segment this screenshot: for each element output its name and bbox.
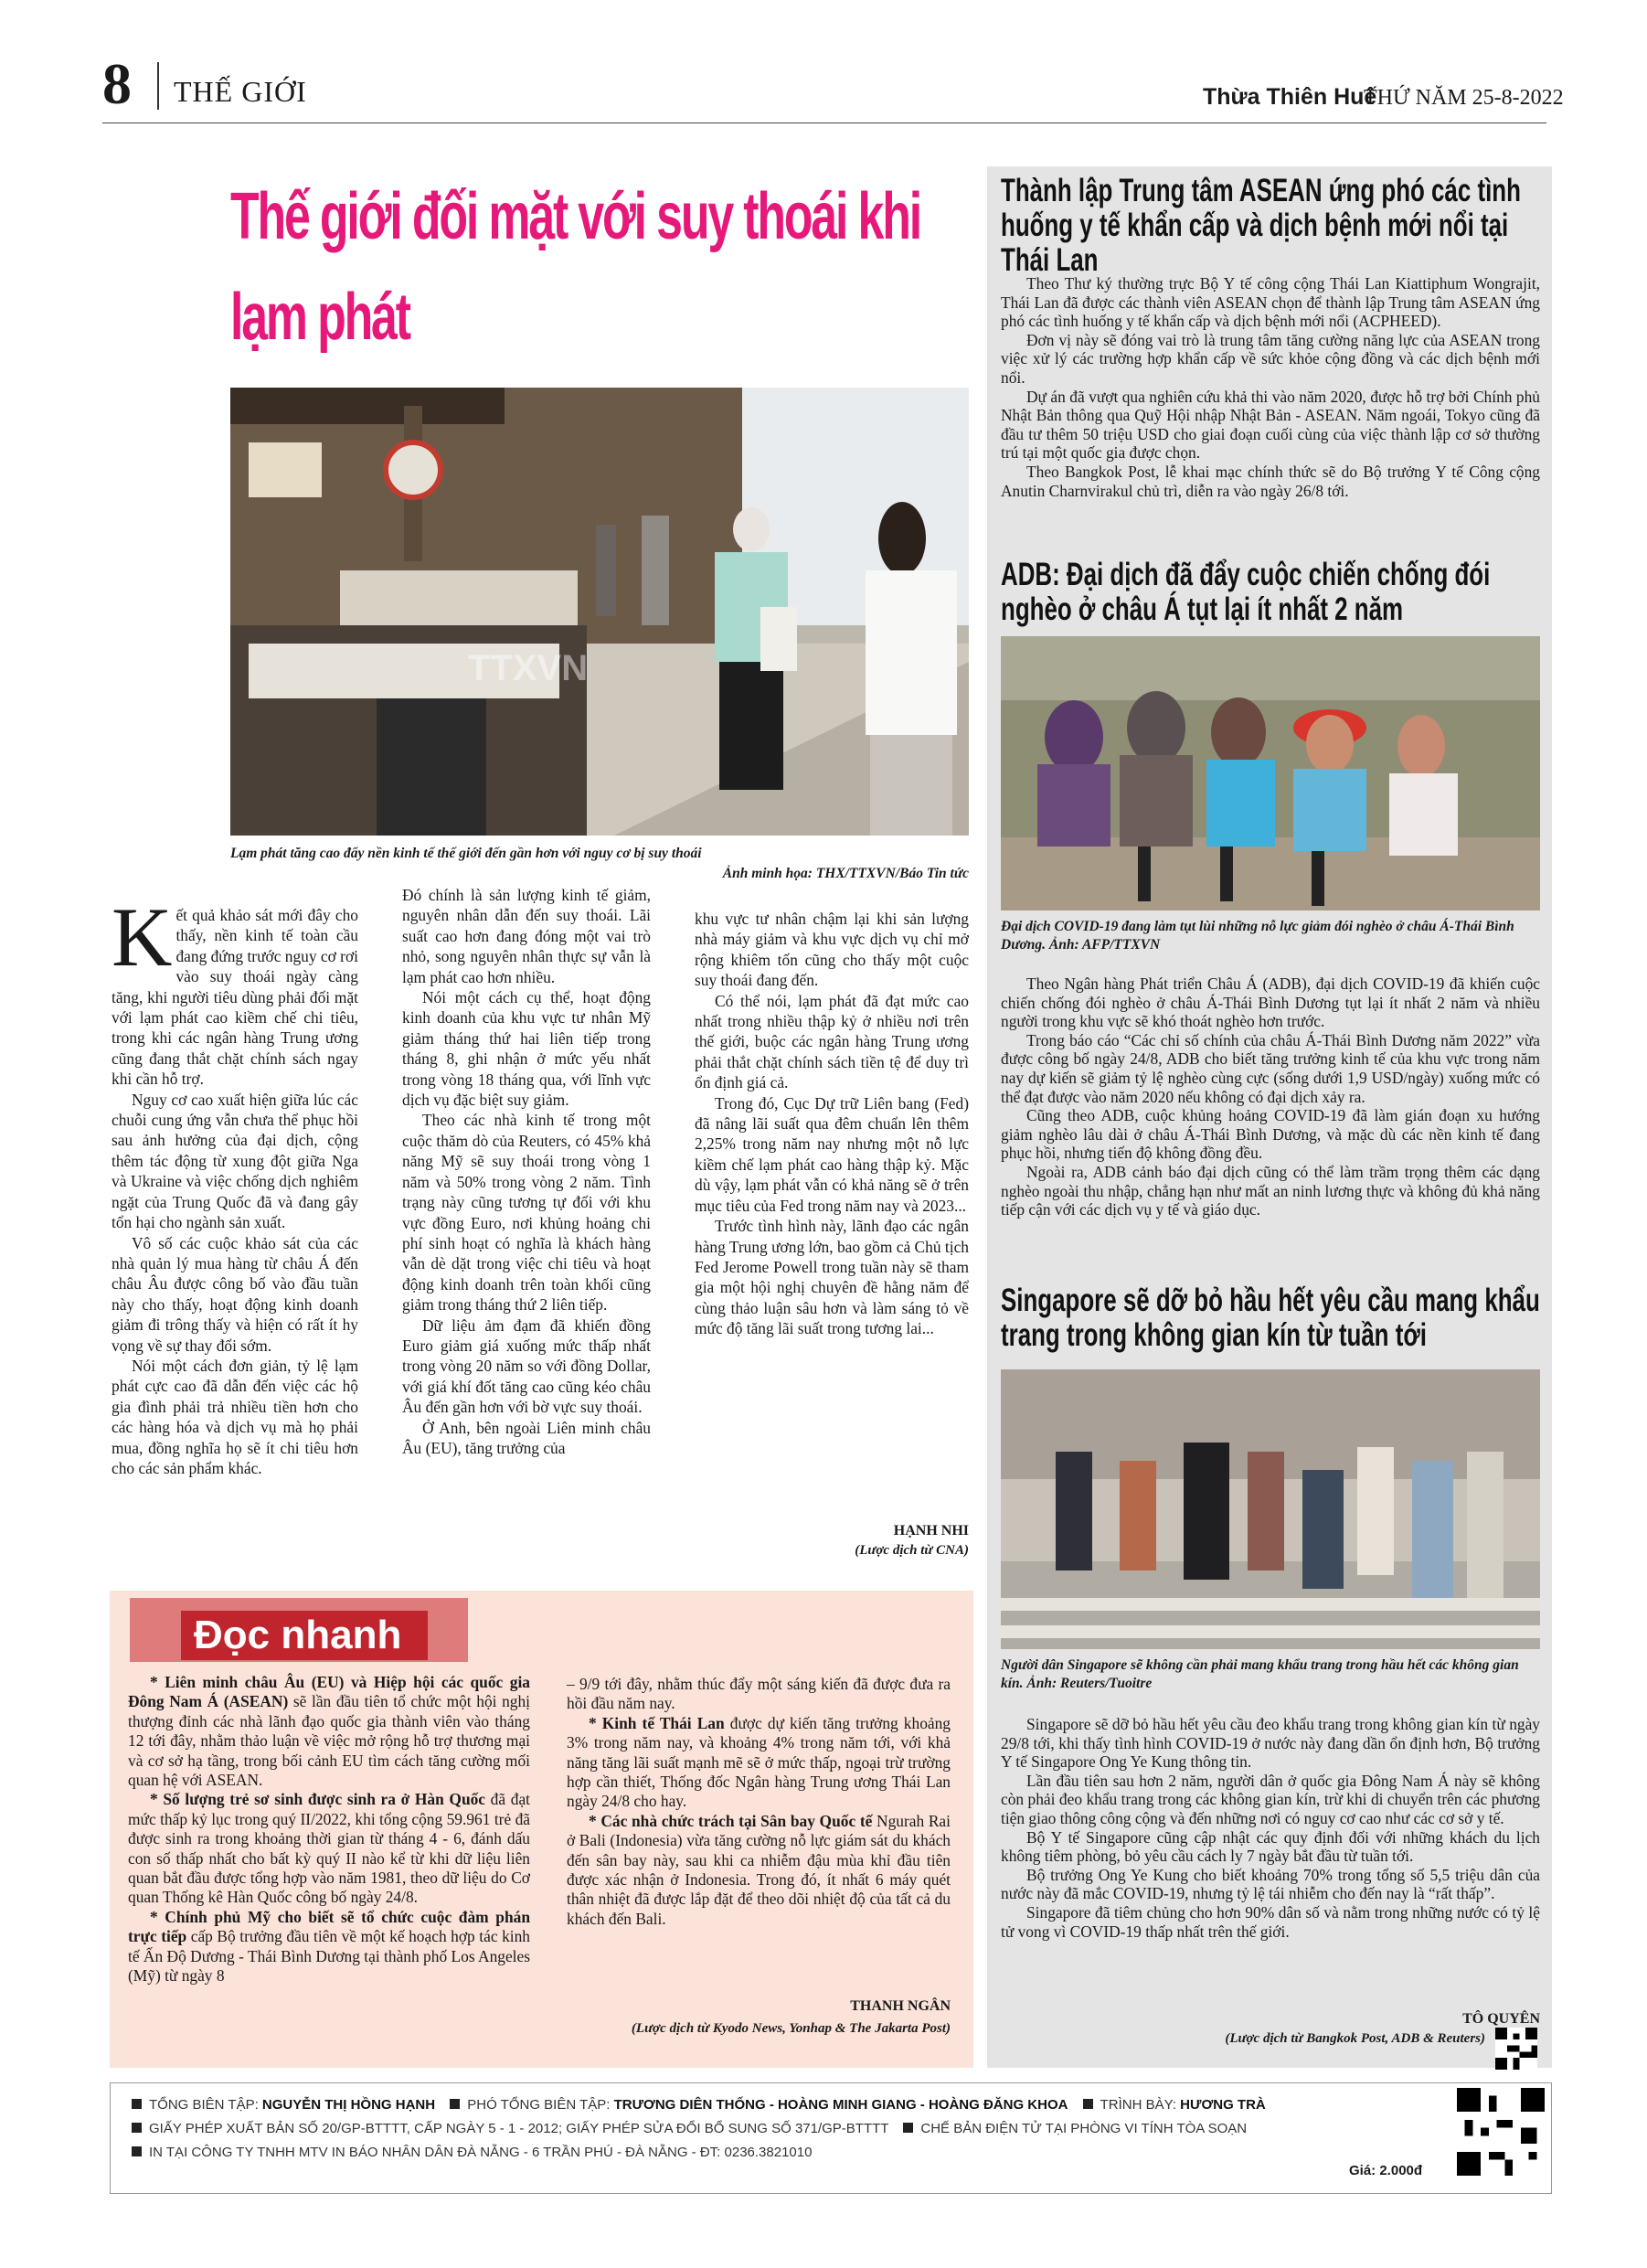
singapore-photo-caption: Người dân Singapore sẽ không cần phải mang khẩu trang trong hầu hết các không gian kín. Ảnh: Reuters/Tuoitre — [1001, 1657, 1519, 1691]
article-column-1 — [112, 890, 358, 1478]
article-paragraph: Cũng theo ADB, cuộc khủng hoảng COVID-19 đã làm gián đoạn xu hướng giảm nghèo lâu dài ở châu Á-Thái Bình Dương, và mặc dù các nền kinh tế đang phục hồi, nhưng tiến độ không đồng đều. — [1001, 1106, 1540, 1163]
article-paragraph: Lần đầu tiên sau hơn 2 năm, người dân ở quốc gia Đông Nam Á này sẽ không còn phải đeo khẩu trang trong các không gian kín, trừ khi di chuyển trên các phương tiện giao thông công cộng và đến những nơi có nguy cơ cao như các cơ sở y tế. — [1001, 1771, 1540, 1827]
bullet-square-icon — [903, 2123, 913, 2133]
header-rule — [102, 122, 1546, 123]
article-paragraph: Bộ Y tế Singapore cũng cập nhật các quy định đối với những khách du lịch không tiêm phòng, bỏ yêu cầu cách ly 7 ngày bắt đầu từ tuần tới. — [1001, 1827, 1540, 1866]
article-paragraph: Theo Thư ký thường trực Bộ Y tế công cộng Thái Lan Kiattiphum Wongrajit, Thái Lan đã được các thành viên ASEAN chọn để thành lập Trung tâm ASEAN ứng phó các tình huống y tế khẩn cấp và dịch bệnh mới nổi (ACPHEED). — [1001, 274, 1540, 331]
quick-read-item: – 9/9 tới đây, nhằm thúc đẩy một sáng kiến đã được đưa ra hồi đầu năm nay. — [567, 1675, 951, 1713]
quick-read-column-2 — [567, 1675, 951, 1929]
quick-read-byline: THANH NGÂN — [850, 1998, 951, 2014]
footer-qr-code-icon[interactable] — [1457, 2088, 1545, 2176]
quick-read-item: * Các nhà chức trách tại Sân bay Quốc tế Ngurah Rai ở Bali (Indonesia) vừa tăng cường nỗ lực giám sát du khách đến sân bay này, sau khi ca nhiễm đậu mùa khỉ đầu tiên được xác nhận ở Indonesia. Trong đó, ít nhất 6 máy quét thân nhiệt đã được lắp đặt để theo dõi nhiệt độ của tất cả du khách đến Bali. — [567, 1811, 951, 1928]
article-paragraph: Nguy cơ cao xuất hiện giữa lúc các chuỗi cung ứng vẫn chưa thể phục hồi sau ảnh hưởng của đại dịch, cộng thêm tác động từ xung đột giữa Nga và Ukraine và việc chống dịch nghiêm ngặt của Trung Quốc đã và đang gây tổn hại cho ngành sản xuất. — [112, 1090, 358, 1232]
bullet-square-icon — [132, 2123, 142, 2133]
quick-read-item: * Liên minh châu Âu (EU) và Hiệp hội các quốc gia Đông Nam Á (ASEAN) sẽ lần đầu tiên tổ chức một hội nghị thượng đỉnh các nhà lãnh đạo quốc gia thành viên vào tháng 12 tới đây, nhằm thảo luận về việc mở rộng hỗ trợ thương mại và cơ sở hạ tầng, trong bối cảnh EU tìm cách tăng cường mối quan hệ với ASEAN. — [128, 1673, 531, 1790]
article-paragraph: Singapore đã tiêm chủng cho hơn 90% dân số và nằm trong những nước có tỷ lệ tử vong vì COVID-19 thấp nhất trên thế giới. — [1001, 1902, 1540, 1941]
photo-watermark: TTXVN — [468, 648, 589, 688]
adb-article-photo — [1001, 636, 1540, 910]
article-paragraph: Theo các nhà kinh tế trong một cuộc thăm dò của Reuters, có 45% khả năng Mỹ sẽ suy thoái trong vòng 1 năm và 50% trong vòng 2 năm. Tình trạng này cũng tương tự đối với khu vực đồng Euro, nơi khủng hoảng chi phí sinh hoạt có nghĩa là khách hàng vẫn dè dặt trong việc chi tiêu và hoạt động kinh doanh trên toàn khối cũng giảm trong tháng thứ 2 liên tiếp. — [402, 1111, 651, 1315]
headline-line-1: Thế giới đối mặt với suy thoái khi lạm phát — [230, 180, 920, 354]
sidebar-headline-asean: Thành lập Trung tâm ASEAN ứng phó các tình huống y tế khẩn cấp và dịch bệnh mới nổi tại Thái Lan — [1001, 173, 1521, 278]
article-paragraph: Trong báo cáo “Các chỉ số chính của châu Á-Thái Bình Dương năm 2022” vừa được công bố ngày 24/8, ADB cho biết tăng trưởng kinh tế của khu vực trong năm nay dự kiến sẽ giảm tỷ lệ nghèo cùng cực (sống dưới 1,9 USD/ngày) xuống mức có thể đạt được vào năm 2020 nếu không có đại dịch xảy ra. — [1001, 1030, 1540, 1106]
section-title: THẾ GIỚI — [174, 75, 307, 108]
article-paragraph: Trong đó, Cục Dự trữ Liên bang (Fed) đã nâng lãi suất qua đêm chuẩn lên thêm 2,25% trong năm nay nhưng một nỗ lực kiềm chế lạm phát cao hàng thập kỷ. Mặc dù vậy, lạm phát vẫn có khả năng sẽ ở trên mục tiêu của Fed trong năm nay và 2023... — [695, 1093, 969, 1215]
article-column-2 — [402, 885, 651, 1458]
footer-staff-line: TỔNG BIÊN TẬP: NGUYỄN THỊ HỒNG HẠNH PHÓ TỔNG BIÊN TẬP: TRƯƠNG DIÊN THỐNG - HOÀNG MINH GIANG - HOÀNG ĐĂNG KHOA TRÌNH BÀY: HƯƠNG TRÀ — [121, 2093, 1266, 2117]
main-photo-credit: Ảnh minh họa: THX/TTXVN/Báo Tin tức — [722, 866, 969, 881]
bullet-square-icon — [450, 2099, 460, 2109]
article-paragraph: Nói một cách đơn giản, tỷ lệ lạm phát cực cao đã dẫn đến việc các hộ gia đình phải trả nhiều tiền hơn cho các hàng hóa và dịch vụ mà họ phải mua, đồng nghĩa họ sẽ ít chi tiêu hơn cho các sản phẩm khác. — [112, 1356, 358, 1477]
article-paragraph: Kết quả khảo sát mới đây cho thấy, nền kinh tế toàn cầu đang đứng trước nguy cơ rơi vào suy thoái ngày càng tăng, khi người tiêu dùng phải đối mặt với lạm phát cao kiềm chế chi tiêu, trong khi các ngân hàng Trung ương cũng đang thắt chặt chính sách ngay khi cần hỗ trợ. — [112, 890, 358, 1089]
quick-read-title: Đọc nhanh — [194, 1613, 402, 1657]
page-number: 8 — [102, 51, 132, 116]
qr-code-icon[interactable] — [1495, 2028, 1537, 2070]
quick-read-source: (Lược dịch từ Kyodo News, Yonhap & The Jakarta Post) — [631, 2021, 951, 2036]
main-article-source: (Lược dịch từ CNA) — [855, 1543, 969, 1558]
sidebar-article-asean — [1001, 274, 1540, 500]
header-divider — [157, 62, 159, 110]
article-paragraph: Ở Anh, bên ngoài Liên minh châu Âu (EU), tăng trưởng của — [402, 1418, 651, 1457]
drop-cap: K — [112, 890, 173, 984]
main-article-photo — [230, 388, 969, 836]
bullet-square-icon — [132, 2099, 142, 2109]
main-photo-caption: Lạm phát tăng cao đẩy nền kinh tế thế giới đến gần hơn với nguy cơ bị suy thoái — [230, 846, 702, 861]
publication-date: THỨ NĂM 25-8-2022 — [1364, 86, 1564, 110]
sidebar-article-singapore — [1001, 1715, 1540, 1941]
footer-license-line: GIẤY PHÉP XUẤT BẢN SỐ 20/GP-BTTTT, CẤP NGÀY 5 - 1 - 2012; GIẤY PHÉP SỬA ĐỔI BỔ SUNG SỐ 371/GP-BTTTT CHẾ BẢN ĐIỆN TỬ TẠI PHÒNG VI TÍNH TÒA SOẠN — [121, 2117, 1247, 2141]
bullet-square-icon — [132, 2146, 142, 2156]
article-paragraph: Dự án đã vượt qua nghiên cứu khả thi vào năm 2020, được hỗ trợ bởi Chính phủ Nhật Bản thông qua Quỹ Hội nhập Nhật Bản - ASEAN. Năm ngoái, Tokyo cũng đã đầu tư thêm 50 triệu USD cho giai đoạn cuối cùng của việc thành lập cơ sở thường trú tại một quốc gia được chọn. — [1001, 387, 1540, 463]
bullet-square-icon — [1083, 2099, 1093, 2109]
sidebar-headline-singapore: Singapore sẽ dỡ bỏ hầu hết yêu cầu mang khẩu trang trong không gian kín từ tuần tới — [1001, 1283, 1540, 1353]
article-paragraph: Đó chính là sản lượng kinh tế giảm, nguyên nhân dẫn đến suy thoái. Lãi suất cao hơn đang đóng một vai trò nhỏ, song nguyên nhân thực sự vẫn là lạm phát cao hơn nhiều. — [402, 886, 651, 986]
article-paragraph: Trước tình hình này, lãnh đạo các ngân hàng Trung ương lớn, bao gồm cả Chủ tịch Fed Jerome Powell trong tuần này sẽ tham gia một hội nghị chuyên đề hằng năm để cùng thảo luận sâu hơn và làm sáng tỏ về mức độ tăng lãi suất trong tương lai... — [695, 1217, 969, 1338]
article-paragraph: khu vực tư nhân chậm lại khi sản lượng nhà máy giảm và khu vực dịch vụ chỉ mở rộng khiêm tốn cũng cho thấy một cuộc suy thoái đang đến. — [695, 910, 969, 990]
adb-photo-caption: Đại dịch COVID-19 đang làm tụt lùi những nỗ lực giảm đói nghèo ở châu Á-Thái Bình Dương. Ảnh: AFP/TTXVN — [1001, 919, 1514, 953]
article-paragraph: Theo Ngân hàng Phát triển Châu Á (ADB), đại dịch COVID-19 đã khiến cuộc chiến chống đói nghèo ở châu Á-Thái Bình Dương tụt lại ít nhất 2 năm và nhiều người trong khu vực sẽ khó thoát nghèo hơn trước. — [1001, 974, 1540, 1031]
quick-read-item: * Kinh tế Thái Lan được dự kiến tăng trưởng khoảng 3% trong năm nay, và khoảng 4% trong năm tới, với khả năng tăng lãi suất mạnh mẽ sẽ ở mức thấp, ngoại trừ trường hợp cần thiết, Thống đốc Ngân hàng Trung ương Thái Lan ngày 24/8 cho hay. — [567, 1713, 951, 1811]
quick-read-item: * Chính phủ Mỹ cho biết sẽ tổ chức cuộc đàm phán trực tiếp cấp Bộ trưởng đầu tiên về một kế hoạch hợp tác kinh tế Ấn Độ Dương - Thái Bình Dương tại thành phố Los Angeles (Mỹ) từ ngày 8 — [128, 1907, 530, 1986]
newspaper-name: Thừa Thiên Huế — [1203, 84, 1377, 110]
article-paragraph: Vô số các cuộc khảo sát của các nhà quản lý mua hàng từ châu Á đến châu Âu được công bố vào đầu tuần này cho thấy, hoạt động kinh doanh giảm đi trông thấy và hiện có rất ít hy vọng về sự thay đổi sớm. — [112, 1233, 358, 1355]
article-paragraph: Đơn vị này sẽ đóng vai trò là trung tâm tăng cường năng lực của ASEAN trong việc xử lý các trường hợp khẩn cấp về sức khỏe cộng đồng và các dịch bệnh mới nổi. — [1001, 330, 1540, 387]
singapore-article-photo — [1001, 1369, 1540, 1649]
sidebar-article-adb — [1001, 974, 1540, 1219]
quick-read-item: * Số lượng trẻ sơ sinh được sinh ra ở Hàn Quốc đã đạt mức thấp kỷ lục trong quý II/2022, khi tổng cộng 59.961 trẻ đã được sinh ra trong khoảng thời gian từ tháng 4 - 6, đánh dấu con số thấp nhất cho bất kỳ quý II nào kể từ khi dữ liệu liên quan bắt đầu được tổng hợp vào năm 1981, theo dữ liệu do Cơ quan Thống kê Hàn Quốc công bố ngày 24/8. — [128, 1790, 530, 1907]
singapore-byline: TÔ QUYÊN — [1462, 2011, 1540, 2027]
article-column-3 — [695, 909, 969, 1339]
article-paragraph: Nói một cách cụ thể, hoạt động kinh doanh của khu vực tư nhân Mỹ giảm tháng thứ hai liên tiếp trong tháng 8, ghi nhận ở mức yếu nhất trong vòng 18 tháng qua, với lĩnh vực dịch vụ đặc biệt suy giảm. — [402, 988, 651, 1110]
main-article-byline: HẠNH NHI — [893, 1523, 969, 1539]
quick-read-column-1 — [128, 1673, 530, 1986]
article-paragraph: Ngoài ra, ADB cảnh báo đại dịch cũng có thể làm trầm trọng thêm các dạng nghèo ngoài thu nhập, chẳng hạn như mất an ninh lương thực và không đủ khả năng tiếp cận với các dịch vụ y tế và giáo dục. — [1001, 1162, 1540, 1219]
article-paragraph: Dữ liệu ảm đạm đã khiến đồng Euro giảm giá xuống mức thấp nhất trong vòng 20 năm so với đồng Dollar, với giá khí đốt tăng cao cũng kéo châu Âu đến gần hơn với bờ vực suy thoái. — [402, 1315, 651, 1417]
price-label: Giá: 2.000đ — [1349, 2163, 1423, 2178]
sidebar-headline-adb: ADB: Đại dịch đã đẩy cuộc chiến chống đói nghèo ở châu Á tụt lại ít nhất 2 năm — [1001, 557, 1491, 627]
article-paragraph: Có thể nói, lạm phát đã đạt mức cao nhất trong nhiều thập kỷ ở nhiều nơi trên thế giới, buộc các ngân hàng Trung ương phải thắt chặt chính sách tiền tệ để duy trì ổn định giá cả. — [695, 991, 969, 1092]
article-paragraph: Theo Bangkok Post, lễ khai mạc chính thức sẽ do Bộ trưởng Y tế Công cộng Anutin Charnvirakul chủ trì, diễn ra vào ngày 26/8 tới. — [1001, 462, 1540, 500]
footer-printer-line: IN TẠI CÔNG TY TNHH MTV IN BÁO NHÂN DÂN ĐÀ NẴNG - 6 TRẦN PHÚ - ĐÀ NẴNG - ĐT: 0236.3821010 — [121, 2141, 812, 2165]
article-paragraph: Bộ trưởng Ong Ye Kung cho biết khoảng 70% trong tổng số 5,5 triệu dân của nước này đã mắc COVID-19, nhưng tỷ lệ tái nhiễm cho đến nay là “rất thấp”. — [1001, 1865, 1540, 1903]
article-paragraph: Singapore sẽ dỡ bỏ hầu hết yêu cầu đeo khẩu trang trong không gian kín từ ngày 29/8 tới, khi thấy tình hình COVID-19 ở nước này đang dần ổn định hơn, Bộ trưởng Y tế Singapore Ong Ye Kung thông tin. — [1001, 1715, 1540, 1772]
singapore-source: (Lược dịch từ Bangkok Post, ADB & Reuters) — [1225, 2031, 1485, 2046]
